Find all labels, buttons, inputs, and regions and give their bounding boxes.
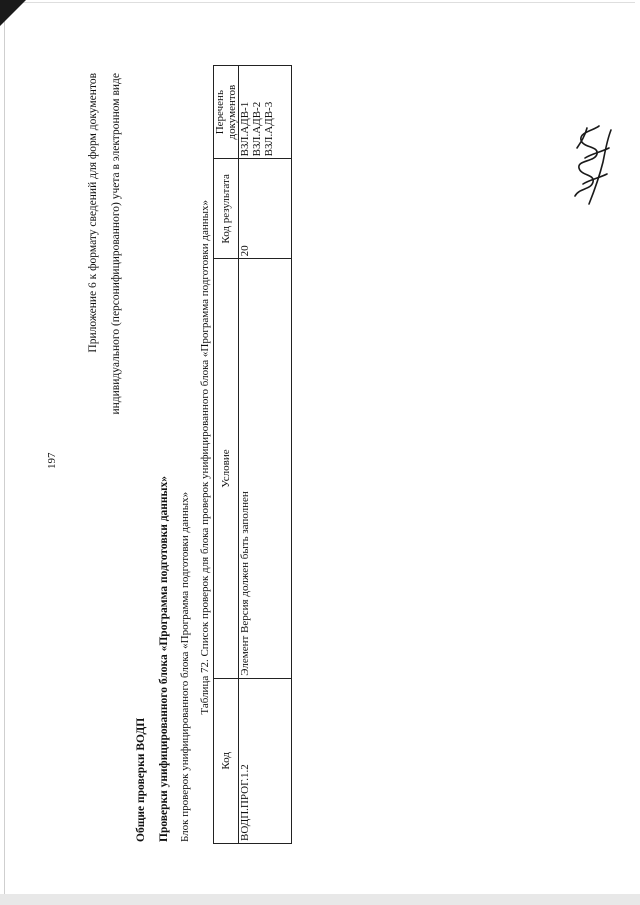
table-header-row [214, 66, 239, 844]
cell-documents [239, 66, 292, 159]
subblock-heading: Блок проверок унифицированного блока «Программа подготовки данных» [179, 491, 191, 842]
appendix-title-line-1: Приложение 6 к формату сведений для форм документов [87, 73, 99, 353]
header-documents: Перечень документов [214, 66, 239, 159]
checks-table [213, 65, 292, 844]
document-item: ВЗЛ.АДВ-2 [251, 101, 263, 157]
header-result-code: Код результата [214, 159, 239, 259]
document-item: ВЗЛ.АДВ-3 [263, 101, 275, 157]
section-heading: Общие проверки ВОДП [135, 717, 147, 842]
header-code: Код [214, 678, 239, 843]
table-row [239, 66, 292, 844]
cell-code: ВОДП.ПРОГ.1.2 [239, 678, 292, 843]
cell-result-code: 20 [239, 159, 292, 259]
document-item: ВЗЛ.АДВ-1 [239, 101, 251, 157]
table-caption: Таблица 72. Список проверок для блока проверок унифицированного блока «Программа подготовки данных» [199, 200, 211, 715]
appendix-title-line-2: индивидуального (персонифицированного) учета в электронном виде [110, 73, 122, 415]
header-condition: Условие [214, 259, 239, 678]
cell-condition: Элемент Версия должен быть заполнен [239, 259, 292, 678]
page-number: 197 [46, 452, 58, 469]
block-heading: Проверки унифицированного блока «Программа подготовки данных» [158, 475, 170, 842]
